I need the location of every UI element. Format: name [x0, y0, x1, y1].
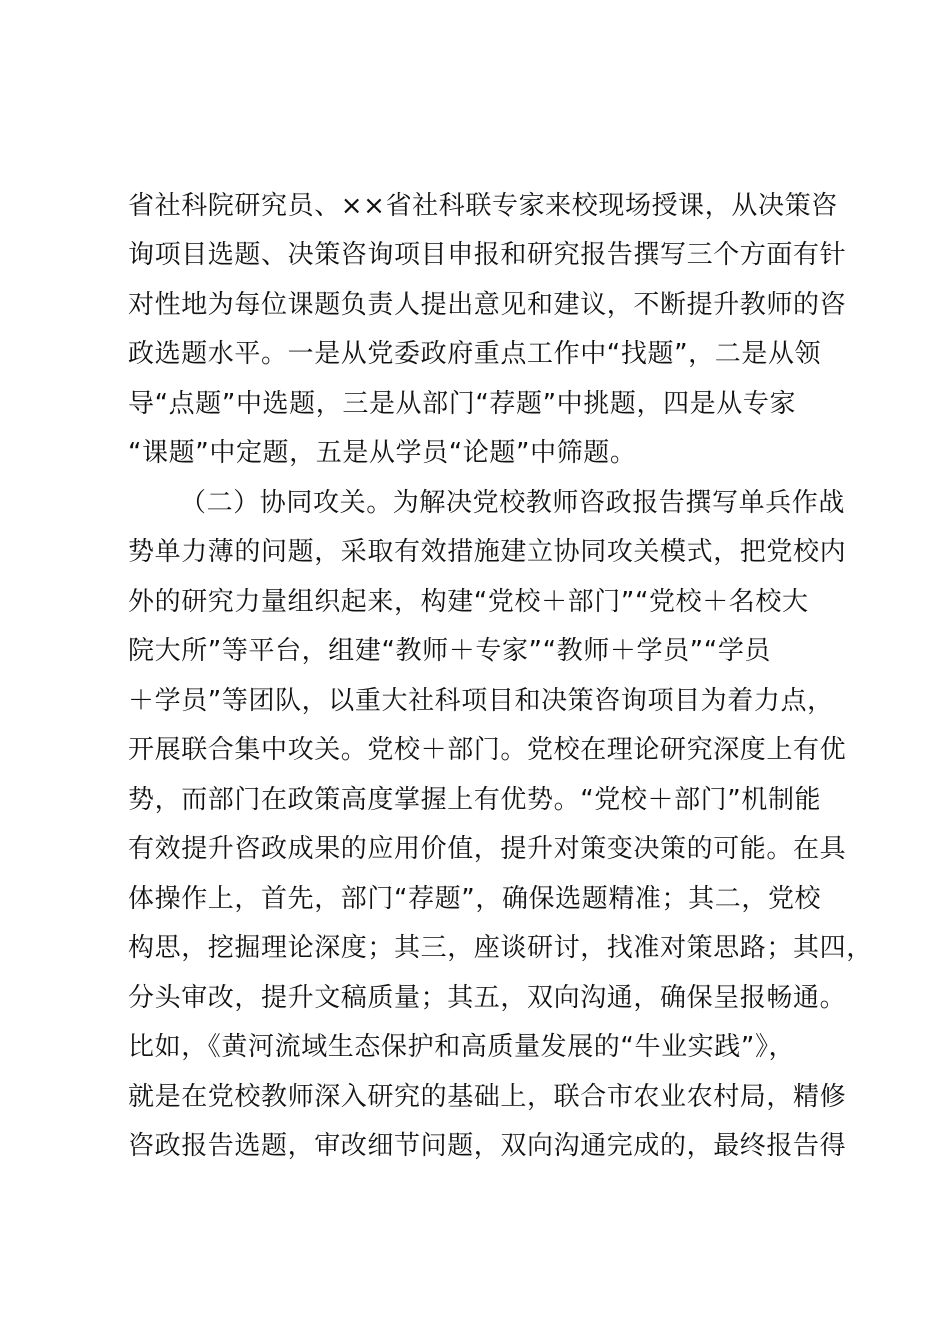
text-line-9: 外的研究力量组织起来，构建“党校＋部门”“党校＋名校大	[128, 587, 809, 617]
text-line-15: 体操作上，首先，部门“荐题”，确保选题精准；其二，党校	[128, 884, 822, 914]
text-line-2: 询项目选题、决策咨询项目申报和研究报告撰写三个方面有针	[128, 240, 847, 270]
text-line-10: 院大所”等平台，组建“教师＋专家”“教师＋学员”“学员	[128, 636, 772, 666]
text-line-14: 有效提升咨政成果的应用价值，提升对策变决策的可能。在具	[128, 834, 847, 864]
text-line-5: 导“点题”中选题，三是从部门“荐题”中挑题，四是从专家	[128, 389, 797, 419]
text-line-20: 咨政报告选题，审改细节问题，双向沟通完成的，最终报告得	[128, 1131, 847, 1161]
text-line-8: 势单力薄的问题，采取有效措施建立协同攻关模式，把党校内	[128, 537, 847, 567]
text-line-3: 对性地为每位课题负责人提出意见和建议，不断提升教师的咨	[128, 290, 847, 320]
text-line-18: 比如，《黄河流域生态保护和高质量发展的“牛业实践”》，	[128, 1032, 796, 1062]
text-line-7 section-heading: （二）协同攻关。为解决党校教师咨政报告撰写单兵作战	[180, 488, 846, 518]
text-line-12: 开展联合集中攻关。党校＋部门。党校在理论研究深度上有优	[128, 735, 847, 765]
text-line-6: “课题”中定题，五是从学员“论题”中筛题。	[128, 438, 637, 468]
text-line-19: 就是在党校教师深入研究的基础上，联合市农业农村局，精修	[128, 1082, 847, 1112]
text-line-17: 分头审改，提升文稿质量；其五，双向沟通，确保呈报畅通。	[128, 983, 847, 1013]
text-line-4: 政选题水平。一是从党委政府重点工作中“找题”，二是从领	[128, 339, 822, 369]
text-line-1: 省社科院研究员、××省社科联专家来校现场授课，从决策咨	[128, 191, 838, 221]
text-line-13: 势，而部门在政策高度掌握上有优势。“党校＋部门”机制能	[128, 785, 822, 815]
text-line-11: ＋学员”等团队，以重大社科项目和决策咨询项目为着力点，	[128, 686, 834, 716]
text-line-16: 构思，挖掘理论深度；其三，座谈研讨，找准对策思路；其四，	[128, 933, 873, 963]
